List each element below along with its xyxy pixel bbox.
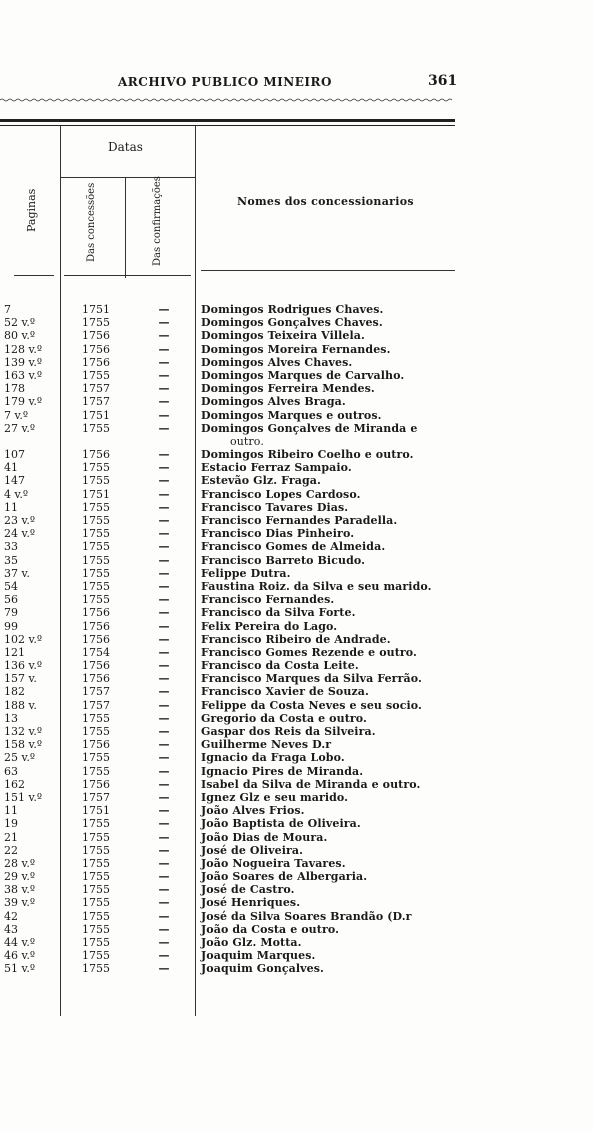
table-row <box>0 831 594 844</box>
concession-date-cell: 1755 <box>82 949 110 963</box>
concession-date-cell: 1755 <box>82 368 110 382</box>
concessionaire-name-cell: Domingos Alves Braga. <box>201 395 346 409</box>
concession-date-cell: 1756 <box>82 355 110 369</box>
page-cell: 29 v.º <box>4 870 36 884</box>
table-row <box>0 659 594 672</box>
concessionaire-name-cell: Domingos Rodrigues Chaves. <box>201 303 384 316</box>
concessionaire-name-cell: Ignacio Pires de Miranda. <box>201 764 364 778</box>
table-row <box>0 488 594 501</box>
concessionaire-name-cell: Francisco Dias Pinheiro. <box>201 527 355 541</box>
confirmation-cell: — <box>158 896 170 910</box>
table-row <box>0 382 594 395</box>
concession-date-cell: 1756 <box>82 329 110 343</box>
concessionaire-name-cell: José da Silva Soares Brandão (D.r <box>201 909 412 923</box>
datas-header: Datas <box>108 140 143 154</box>
table-row <box>0 527 594 540</box>
concession-date-cell: 1755 <box>82 843 110 857</box>
table-row <box>0 712 594 725</box>
confirmation-cell: — <box>158 843 170 857</box>
confirmation-cell: — <box>158 382 170 396</box>
concessionaire-name-cell: Francisco da Silva Forte. <box>201 606 356 620</box>
page-cell: 7 <box>4 303 11 316</box>
concession-date-cell: 1755 <box>82 883 110 897</box>
page-cell: 162 <box>4 777 25 791</box>
concessionaire-name-cell: Francisco Fernandes Paradella. <box>201 514 398 527</box>
concessionaire-name-cell: outro. <box>230 434 264 448</box>
concessionaire-name-cell: Joaquim Marques. <box>201 949 316 963</box>
confirmation-cell: — <box>158 303 170 316</box>
concessionaire-name-cell: Domingos Alves Chaves. <box>201 355 353 369</box>
table-row <box>0 554 594 567</box>
table-row <box>0 343 594 356</box>
page-cell: 23 v.º <box>4 514 36 527</box>
confirmation-cell: — <box>158 461 170 475</box>
table-row <box>0 936 594 949</box>
table-row <box>0 857 594 870</box>
concession-date-cell: 1755 <box>82 962 110 976</box>
concession-date-cell: 1757 <box>82 698 110 712</box>
table-row <box>0 646 594 659</box>
concessionaire-name-cell: Domingos Ribeiro Coelho e outro. <box>201 448 414 462</box>
confirmation-cell: — <box>158 698 170 712</box>
table-row <box>0 567 594 580</box>
concession-date-cell: 1751 <box>82 487 110 501</box>
page-cell: 79 <box>4 606 18 620</box>
table-row <box>0 633 594 646</box>
table-row <box>0 435 594 448</box>
top-rule-thick <box>0 119 455 122</box>
concessionaire-name-cell: Domingos Moreira Fernandes. <box>201 342 391 356</box>
concessionaire-name-cell: João Soares de Albergaria. <box>201 870 368 884</box>
concessionaire-name-cell: José de Castro. <box>201 883 295 897</box>
confirmation-cell: — <box>158 804 170 818</box>
page-cell: 35 <box>4 553 18 567</box>
page-cell: 107 <box>4 448 25 462</box>
confirmation-cell: — <box>158 659 170 673</box>
page-cell: 54 <box>4 579 18 593</box>
concession-date-cell: 1751 <box>82 408 110 422</box>
concession-date-cell: 1756 <box>82 659 110 673</box>
concession-date-cell: 1755 <box>82 870 110 884</box>
concession-date-cell: 1755 <box>82 579 110 593</box>
concession-date-cell: 1755 <box>82 751 110 765</box>
confirmation-cell: — <box>158 856 170 870</box>
concession-date-cell: 1757 <box>82 790 110 804</box>
confirmation-cell: — <box>158 329 170 343</box>
confirmation-cell: — <box>158 421 170 435</box>
page-cell: 43 <box>4 922 18 936</box>
concessionaire-name-cell: Domingos Ferreira Mendes. <box>201 382 375 396</box>
concession-date-cell: 1756 <box>82 448 110 462</box>
page-cell: 21 <box>4 830 18 844</box>
concession-date-cell: 1756 <box>82 738 110 752</box>
page-cell: 121 <box>4 645 25 659</box>
concession-date-cell: 1751 <box>82 804 110 818</box>
concession-date-cell: 1755 <box>82 593 110 607</box>
header-divider <box>201 270 455 271</box>
concession-date-cell: 1757 <box>82 685 110 699</box>
confirmation-cell: — <box>158 606 170 620</box>
page-cell: 13 <box>4 711 18 725</box>
page-cell: 178 <box>4 382 25 396</box>
concessionaire-name-cell: Isabel da Silva de Miranda e outro. <box>201 777 421 791</box>
concessionaire-name-cell: Ignez Glz e seu marido. <box>201 790 349 804</box>
concession-date-cell: 1755 <box>82 540 110 554</box>
confirmation-cell: — <box>158 474 170 488</box>
table-row <box>0 844 594 857</box>
table-row <box>0 751 594 764</box>
page-cell: 19 <box>4 817 18 831</box>
page-cell: 51 v.º <box>4 962 36 976</box>
concessionaire-name-cell: Francisco Xavier de Souza. <box>201 685 369 699</box>
nomes-header: Nomes dos concessionarios <box>237 195 414 208</box>
concessionaire-name-cell: João Alves Frios. <box>201 804 305 818</box>
confirmation-cell: — <box>158 500 170 514</box>
page-cell: 25 v.º <box>4 751 36 765</box>
concessionaire-name-cell: Domingos Marques e outros. <box>201 408 382 422</box>
concession-date-cell: 1755 <box>82 566 110 580</box>
concession-date-cell: 1755 <box>82 527 110 541</box>
concession-date-cell: 1756 <box>82 342 110 356</box>
table-row <box>0 672 594 685</box>
concessionaire-name-cell: Francisco Gomes de Almeida. <box>201 540 386 554</box>
concession-date-cell: 1755 <box>82 474 110 488</box>
confirmation-cell: — <box>158 817 170 831</box>
concession-date-cell: 1751 <box>82 303 110 316</box>
table-row <box>0 870 594 883</box>
page-cell: 44 v.º <box>4 936 36 949</box>
confirmation-cell: — <box>158 632 170 646</box>
table-row <box>0 356 594 369</box>
confirmation-cell: — <box>158 909 170 923</box>
table-row <box>0 606 594 619</box>
concessionaire-name-cell: Francisco Tavares Dias. <box>201 500 349 514</box>
concession-date-cell: 1755 <box>82 764 110 778</box>
header-divider <box>64 275 191 276</box>
concession-date-cell: 1755 <box>82 909 110 923</box>
confirmation-cell: — <box>158 790 170 804</box>
concessionaire-name-cell: Domingos Gonçalves de Miranda e <box>201 421 418 435</box>
concessionaire-name-cell: Felippe Dutra. <box>201 566 291 580</box>
concessionaire-name-cell: Domingos Marques de Carvalho. <box>201 368 405 382</box>
table-row <box>0 962 594 975</box>
table-row <box>0 883 594 896</box>
concessionaire-name-cell: Francisco Barreto Bicudo. <box>201 553 366 567</box>
table-row <box>0 778 594 791</box>
concession-date-cell: 1756 <box>82 777 110 791</box>
concessionaire-name-cell: João Nogueira Tavares. <box>201 856 346 870</box>
concessionaire-name-cell: Guilherme Neves D.r <box>201 738 332 752</box>
page-cell: 163 v.º <box>4 368 43 382</box>
concessionaire-name-cell: José de Oliveira. <box>201 843 304 857</box>
concession-date-cell: 1756 <box>82 606 110 620</box>
concessionaire-name-cell: Francisco Ribeiro de Andrade. <box>201 632 391 646</box>
concession-date-cell: 1755 <box>82 817 110 831</box>
page-cell: 136 v.º <box>4 659 43 673</box>
concessionaire-name-cell: Felix Pereira do Lago. <box>201 619 338 633</box>
concessionaire-name-cell: Francisco Fernandes. <box>201 593 335 607</box>
concessionaire-name-cell: Francisco Lopes Cardoso. <box>201 487 361 501</box>
table-row <box>0 316 594 329</box>
concession-date-cell: 1755 <box>82 896 110 910</box>
concessionaire-name-cell: Francisco da Costa Leite. <box>201 659 359 673</box>
concession-date-cell: 1755 <box>82 421 110 435</box>
page-cell: 128 v.º <box>4 342 43 356</box>
page-cell: 11 <box>4 500 18 514</box>
concession-date-cell: 1755 <box>82 514 110 527</box>
confirmation-cell: — <box>158 448 170 462</box>
page-cell: 158 v.º <box>4 738 43 752</box>
page-number: 361 <box>428 73 458 89</box>
page-cell: 179 v.º <box>4 395 43 409</box>
table-row <box>0 593 594 606</box>
confirmation-cell: — <box>158 514 170 527</box>
concessionaire-name-cell: Ignacio da Fraga Lobo. <box>201 751 345 765</box>
page-cell: 27 v.º <box>4 421 36 435</box>
concession-date-cell: 1757 <box>82 382 110 396</box>
table-row <box>0 422 594 435</box>
confirmation-cell: — <box>158 738 170 752</box>
wavy-divider <box>0 98 455 102</box>
confirmation-cell: — <box>158 553 170 567</box>
concessoes-header: Das concessões <box>86 182 97 262</box>
table-row <box>0 540 594 553</box>
running-title: ARCHIVO PUBLICO MINEIRO <box>118 75 332 89</box>
concession-date-cell: 1756 <box>82 632 110 646</box>
confirmation-cell: — <box>158 751 170 765</box>
table-row <box>0 699 594 712</box>
concession-date-cell: 1754 <box>82 645 110 659</box>
table-row <box>0 896 594 909</box>
top-rule-thin <box>0 125 455 126</box>
table-row <box>0 461 594 474</box>
page-cell: 182 <box>4 685 25 699</box>
table-row <box>0 738 594 751</box>
page-cell: 4 v.º <box>4 487 29 501</box>
concessionaire-name-cell: Domingos Gonçalves Chaves. <box>201 316 383 330</box>
page-cell: 39 v.º <box>4 896 36 910</box>
page-cell: 102 v.º <box>4 632 43 646</box>
concessionaire-name-cell: Estevão Glz. Fraga. <box>201 474 321 488</box>
page-cell: 37 v. <box>4 566 30 580</box>
confirmation-cell: — <box>158 316 170 330</box>
table-row <box>0 514 594 527</box>
page-cell: 80 v.º <box>4 329 36 343</box>
confirmation-cell: — <box>158 949 170 963</box>
concessionaire-name-cell: Felippe da Costa Neves e seu socio. <box>201 698 422 712</box>
concessionaire-name-cell: Gregorio da Costa e outro. <box>201 711 367 725</box>
table-row <box>0 949 594 962</box>
concession-date-cell: 1755 <box>82 711 110 725</box>
table-row <box>0 369 594 382</box>
concession-date-cell: 1755 <box>82 830 110 844</box>
table-row <box>0 303 594 316</box>
confirmation-cell: — <box>158 408 170 422</box>
confirmation-cell: — <box>158 579 170 593</box>
concession-date-cell: 1756 <box>82 619 110 633</box>
confirmation-cell: — <box>158 870 170 884</box>
table-row <box>0 765 594 778</box>
page-cell: 139 v.º <box>4 355 43 369</box>
confirmation-cell: — <box>158 711 170 725</box>
table-row <box>0 580 594 593</box>
confirmation-cell: — <box>158 342 170 356</box>
confirmation-cell: — <box>158 725 170 738</box>
page-cell: 22 <box>4 843 18 857</box>
confirmation-cell: — <box>158 962 170 976</box>
page-cell: 147 <box>4 474 25 488</box>
page-cell: 52 v.º <box>4 316 36 330</box>
concession-date-cell: 1757 <box>82 395 110 409</box>
table-row <box>0 395 594 408</box>
concession-date-cell: 1755 <box>82 936 110 949</box>
concession-date-cell: 1755 <box>82 856 110 870</box>
confirmation-cell: — <box>158 936 170 949</box>
header-divider <box>60 177 195 178</box>
page-cell: 46 v.º <box>4 949 36 963</box>
page-cell: 56 <box>4 593 18 607</box>
table-row <box>0 501 594 514</box>
confirmation-cell: — <box>158 777 170 791</box>
page-cell: 151 v.º <box>4 790 43 804</box>
concession-date-cell: 1755 <box>82 553 110 567</box>
page-cell: 99 <box>4 619 18 633</box>
table-row <box>0 685 594 698</box>
page-cell: 157 v. <box>4 672 37 686</box>
confirmation-cell: — <box>158 883 170 897</box>
concessionaire-name-cell: Gaspar dos Reis da Silveira. <box>201 725 376 738</box>
concessionaire-name-cell: João Glz. Motta. <box>201 936 302 949</box>
concessionaire-name-cell: Francisco Marques da Silva Ferrão. <box>201 672 422 686</box>
confirmation-cell: — <box>158 487 170 501</box>
confirmation-cell: — <box>158 395 170 409</box>
table-row <box>0 804 594 817</box>
column-divider <box>125 178 126 278</box>
page-cell: 38 v.º <box>4 883 36 897</box>
table-row <box>0 620 594 633</box>
table-row <box>0 791 594 804</box>
concessionaire-name-cell: João Baptista de Oliveira. <box>201 817 361 831</box>
table-row <box>0 910 594 923</box>
concessionaire-name-cell: José Henriques. <box>201 896 301 910</box>
table-row <box>0 329 594 342</box>
header-divider <box>14 275 54 276</box>
paginas-header: Paginas <box>25 188 38 232</box>
page-cell: 42 <box>4 909 18 923</box>
concession-date-cell: 1755 <box>82 922 110 936</box>
page-cell: 11 <box>4 804 18 818</box>
table-row <box>0 923 594 936</box>
concessionaire-name-cell: Faustina Roiz. da Silva e seu marido. <box>201 579 432 593</box>
confirmation-cell: — <box>158 540 170 554</box>
confirmation-cell: — <box>158 645 170 659</box>
confirmation-cell: — <box>158 764 170 778</box>
table-row <box>0 448 594 461</box>
table-row <box>0 409 594 422</box>
confirmation-cell: — <box>158 830 170 844</box>
table-row <box>0 725 594 738</box>
confirmation-cell: — <box>158 593 170 607</box>
confirmation-cell: — <box>158 672 170 686</box>
concession-date-cell: 1756 <box>82 672 110 686</box>
concessionaire-name-cell: João Dias de Moura. <box>201 830 328 844</box>
page-cell: 41 <box>4 461 18 475</box>
confirmation-cell: — <box>158 355 170 369</box>
concessionaire-name-cell: Domingos Teixeira Villela. <box>201 329 365 343</box>
concession-date-cell: 1755 <box>82 725 110 738</box>
concessionaire-name-cell: João da Costa e outro. <box>201 922 340 936</box>
confirmation-cell: — <box>158 922 170 936</box>
concessionaire-name-cell: Estacio Ferraz Sampaio. <box>201 461 352 475</box>
confirmacoes-header: Das confirmações <box>152 176 163 266</box>
page-cell: 132 v.º <box>4 725 43 738</box>
page-cell: 63 <box>4 764 18 778</box>
concession-date-cell: 1755 <box>82 316 110 330</box>
confirmation-cell: — <box>158 685 170 699</box>
table-row <box>0 474 594 487</box>
confirmation-cell: — <box>158 566 170 580</box>
table-body <box>0 303 594 976</box>
page-cell: 188 v. <box>4 698 37 712</box>
concessionaire-name-cell: Joaquim Gonçalves. <box>201 962 324 976</box>
confirmation-cell: — <box>158 527 170 541</box>
page-cell: 24 v.º <box>4 527 36 541</box>
table-row <box>0 817 594 830</box>
page-cell: 33 <box>4 540 18 554</box>
concessionaire-name-cell: Francisco Gomes Rezende e outro. <box>201 645 417 659</box>
confirmation-cell: — <box>158 619 170 633</box>
confirmation-cell: — <box>158 368 170 382</box>
concession-date-cell: 1755 <box>82 461 110 475</box>
page-cell: 7 v.º <box>4 408 29 422</box>
concession-date-cell: 1755 <box>82 500 110 514</box>
page-cell: 28 v.º <box>4 856 36 870</box>
